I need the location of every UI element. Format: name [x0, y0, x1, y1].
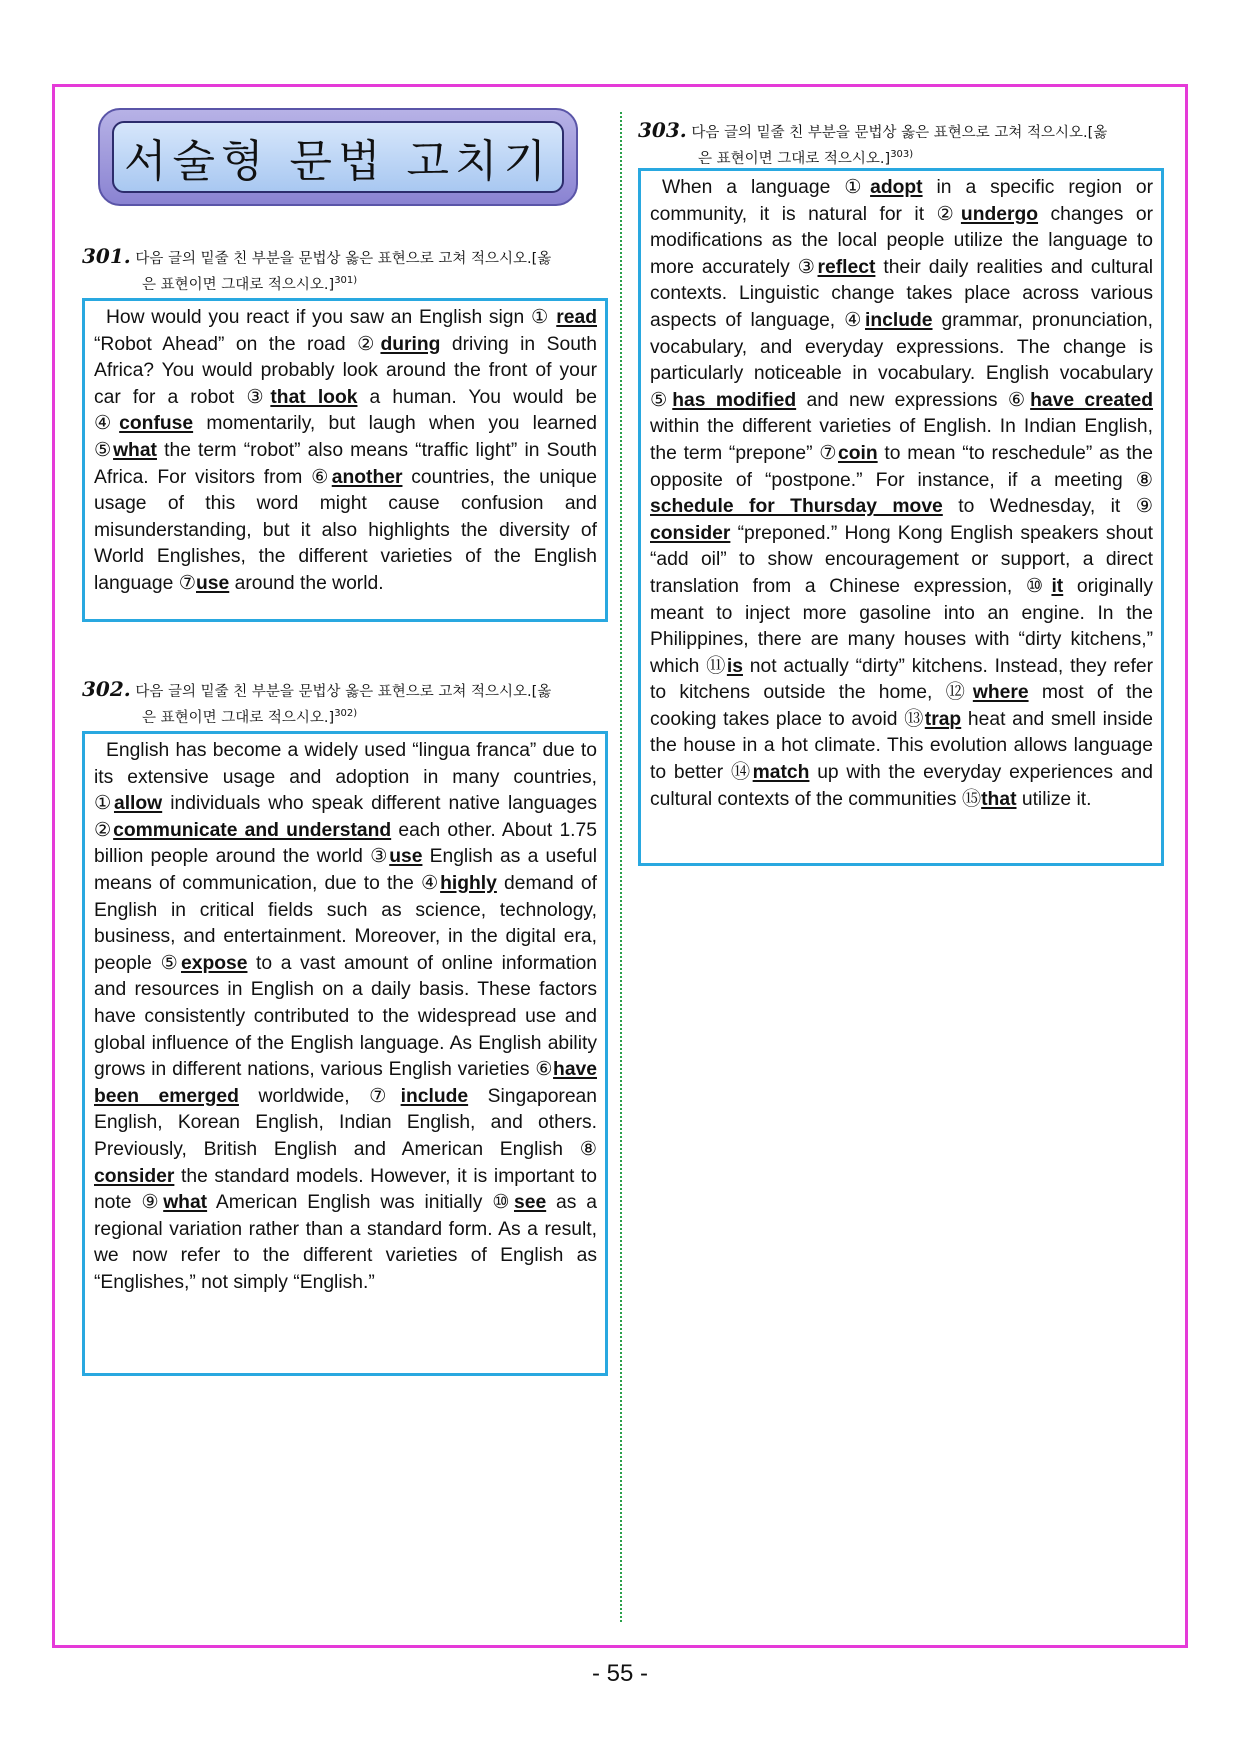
passage-text [650, 175, 1153, 813]
passage-segment: within the different varieties of English. In Indian English, the term “prepone” ⑦ [650, 416, 1153, 464]
question-303-heading [638, 120, 1168, 170]
passage-segment: countries, the unique usage of this word might cause confusion and misunderstanding, but it also highlights the diversity of World Englishes, the different varieties of the English language ⑦ [94, 466, 597, 594]
underlined-expression: have created [1030, 389, 1154, 411]
underlined-expression: another [331, 466, 403, 488]
passage-segment: grammar, pronunciation, vocabulary, and everyday expressions. The change is particularly noticeable in vocabulary. English vocabulary ⑤ [650, 309, 1153, 411]
underlined-expression: read [556, 307, 597, 328]
underlined-expression: include [865, 309, 933, 331]
underlined-expression: use [196, 572, 230, 594]
passage-segment: worldwide, ⑦ [238, 1085, 401, 1107]
underlined-expression: expose [181, 952, 248, 974]
underlined-expression: has modified [672, 389, 797, 411]
passage-segment: utilize it. [1016, 788, 1092, 810]
question-instruction: 다음 글의 밑줄 친 부분을 문법상 옳은 표현으로 고쳐 적으시오.[옳 [135, 684, 552, 700]
page-title-inner [112, 121, 564, 193]
passage-segment: most of the cooking takes place to avoid ⑬ [650, 682, 1153, 730]
underlined-expression: include [400, 1085, 469, 1107]
question-number: 302. [82, 677, 131, 701]
underlined-expression: trap [924, 708, 962, 730]
question-instruction: 다음 글의 밑줄 친 부분을 문법상 옳은 표현으로 고쳐 적으시오.[옳 [691, 125, 1108, 141]
passage-segment: “preponed.” Hong Kong English speakers shout “add oil” to show encouragement or support, a direct translation from a Chinese expression, ⑩ [650, 522, 1153, 597]
question-instruction-cont: 은 표현이면 그대로 적으시오.] [698, 150, 891, 167]
underlined-expression: consider [94, 1165, 175, 1187]
passage-segment: and new expressions ⑥ [796, 389, 1031, 411]
passage-segment: changes or modifications as the local people utilize the language to more accurately ③ [650, 203, 1153, 278]
underlined-expression: schedule for Thursday move [650, 496, 943, 518]
underlined-expression: adopt [870, 177, 923, 198]
underlined-expression: reflect [817, 256, 876, 278]
passage-segment: momentarily, but laugh when you learned ⑤ [94, 413, 597, 461]
footnote-marker: 301) [334, 275, 358, 286]
passage-segment: English has become a widely used “lingua franca” due to its extensive usage and adoption in many countries, ① [94, 740, 597, 815]
passage-segment: individuals who speak different native languages ② [94, 793, 597, 841]
question-301-passage [82, 298, 608, 622]
passage-segment: not actually “dirty” kitchens. Instead, they refer to kitchens outside the home, ⑫ [650, 655, 1153, 704]
underlined-expression: that look [270, 386, 358, 408]
passage-segment: heat and smell inside the house in a hot climate. This evolution allows language to better ⑭ [650, 708, 1153, 784]
passage-segment: the standard models. However, it is important to note ⑨ [94, 1165, 597, 1214]
question-instruction: 다음 글의 밑줄 친 부분을 문법상 옳은 표현으로 고쳐 적으시오.[옳 [135, 251, 552, 267]
underlined-expression: use [389, 846, 423, 868]
passage-segment: to a vast amount of online information and resources in English on a daily basis. These factors have consistently contributed to the widespread use and global influence of the English language. As English ability grows in different nations, various English varieties ⑥ [94, 952, 597, 1081]
question-instruction-cont: 은 표현이면 그대로 적으시오.] [142, 276, 335, 293]
underlined-expression: it [1051, 575, 1064, 597]
passage-segment: the term “robot” also means “traffic light” in South Africa. For visitors from ⑥ [94, 439, 597, 488]
passage-text [94, 738, 597, 1296]
passage-segment: demand of English in critical fields such as science, technology, business, and entertainment. Moreover, in the digital era, people ⑤ [94, 872, 597, 974]
page-title-banner [98, 108, 578, 206]
passage-segment: a human. You would be ④ [94, 386, 597, 435]
underlined-expression: allow [113, 793, 163, 815]
question-number: 303. [638, 118, 687, 142]
underlined-expression: what [113, 439, 157, 461]
footnote-marker: 302) [334, 708, 358, 719]
underlined-expression: see [514, 1192, 547, 1214]
underlined-expression: consider [650, 522, 731, 544]
passage-segment: around the world. [229, 572, 384, 594]
question-instruction-cont: 은 표현이면 그대로 적으시오.] [142, 709, 335, 726]
passage-segment: to Wednesday, it ⑨ [942, 496, 1153, 518]
passage-segment: Singaporean English, Korean English, Indian English, and others. Previously, British English and American English ⑧ [94, 1085, 598, 1160]
underlined-expression: coin [838, 442, 878, 464]
underlined-expression: what [163, 1192, 208, 1214]
passage-segment: to mean “to reschedule” as the opposite of “postpone.” For instance, if a meeting ⑧ [650, 442, 1154, 491]
footnote-marker: 303) [890, 149, 914, 160]
page-title: 서술형 문법 고치기 [123, 136, 552, 187]
question-number: 301. [82, 244, 131, 268]
passage-segment: each other. About 1.75 billion people around the world ③ [94, 819, 597, 868]
underlined-expression: highly [440, 872, 497, 894]
underlined-expression: during [380, 333, 441, 355]
passage-segment: up with the everyday experiences and cultural contexts of the communities ⑮ [650, 762, 1153, 810]
column-divider [620, 112, 622, 1622]
passage-segment: as a regional variation rather than a standard form. As a result, we now refer to the different varieties of English as “Englishes,” not simply “English.” [94, 1192, 597, 1293]
underlined-expression: where [972, 682, 1029, 704]
passage-text [94, 305, 597, 598]
question-302-passage [82, 731, 608, 1376]
passage-segment: English as a useful means of communication, due to the ④ [94, 846, 597, 894]
passage-segment: in a specific region or community, it is natural for it ② [650, 177, 1153, 225]
underlined-expression: is [726, 655, 743, 677]
passage-segment: originally meant to inject more gasoline into an engine. In the Philippines, there are many houses with “dirty kitchens,” which ⑪ [650, 575, 1153, 677]
passage-segment: How would you react if you saw an English sign ① [106, 307, 557, 328]
underlined-expression: have been emerged [94, 1059, 597, 1107]
underlined-expression: undergo [960, 203, 1039, 225]
passage-segment: “Robot Ahead” on the road ② [94, 333, 381, 355]
underlined-expression: that [981, 788, 1017, 810]
underlined-expression: match [752, 762, 810, 784]
passage-segment: When a language ① [662, 177, 871, 198]
underlined-expression: confuse [119, 413, 194, 435]
passage-segment: their daily realities and cultural contexts. Linguistic change takes place across various aspects of language, ④ [650, 256, 1153, 331]
passage-segment: driving in South Africa? You would probably look around the front of your car for a robot ③ [94, 333, 597, 408]
question-301-heading [82, 246, 612, 296]
passage-segment: American English was initially ⑩ [207, 1192, 514, 1214]
page-number: - 55 - [591, 1660, 648, 1687]
underlined-expression: communicate and understand [113, 819, 392, 841]
question-302-heading [82, 679, 612, 729]
question-303-passage [638, 168, 1164, 866]
